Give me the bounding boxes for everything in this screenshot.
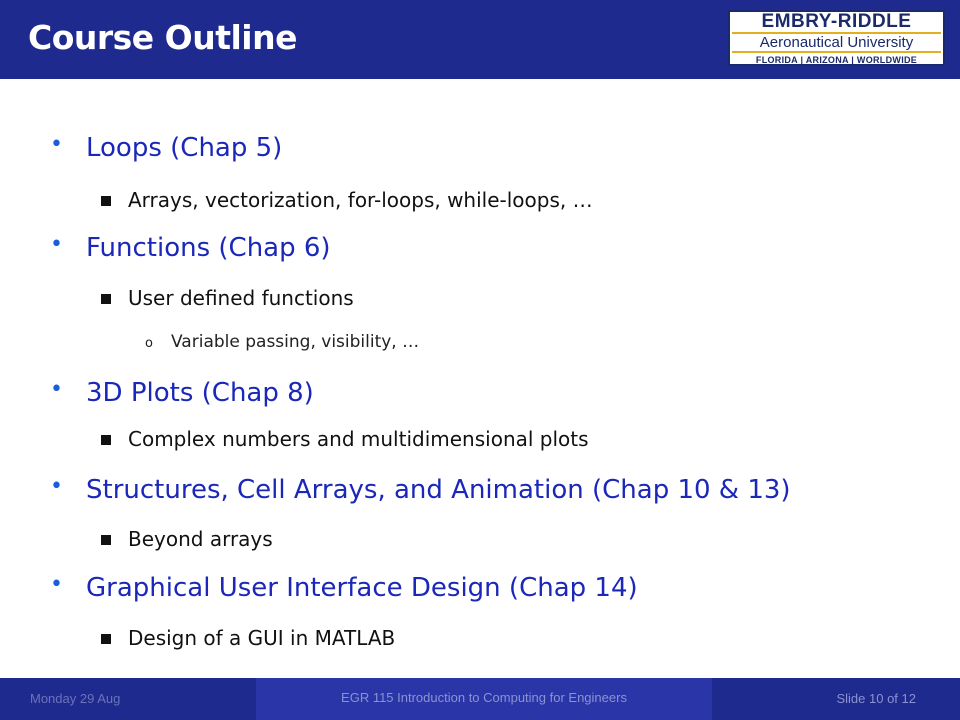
outline-item-label: Structures, Cell Arrays, and Animation (Chap 10 & 13) <box>86 475 791 505</box>
circle-bullet-icon: o <box>145 336 153 351</box>
footer-date: Monday 29 Aug <box>30 691 121 706</box>
outline-subitem <box>128 427 589 451</box>
round-bullet-icon: • <box>50 132 63 157</box>
slide-title: Course Outline <box>28 18 297 57</box>
outline-subsubitem <box>145 332 420 352</box>
logo-campuses: FLORIDA | ARIZONA | WORLDWIDE <box>755 55 918 65</box>
outline-subitem-label: Arrays, vectorization, for-loops, while-loops, … <box>128 188 593 212</box>
outline-subitem <box>128 286 354 310</box>
university-logo <box>728 10 945 66</box>
round-bullet-icon: • <box>50 572 63 597</box>
logo-name: EMBRY-RIDDLE <box>761 11 912 32</box>
outline-subitem-label: Design of a GUI in MATLAB <box>128 626 396 650</box>
outline-subitem <box>128 626 395 650</box>
outline-item <box>50 132 283 163</box>
footer-course-title: EGR 115 Introduction to Computing for Engineers <box>256 678 712 720</box>
logo-subtitle: Aeronautical University <box>732 32 941 53</box>
round-bullet-icon: • <box>50 377 63 402</box>
outline-subitem-label: Complex numbers and multidimensional plots <box>128 427 589 451</box>
outline-item-label: Graphical User Interface Design (Chap 14) <box>86 573 638 603</box>
square-bullet-icon <box>101 196 111 206</box>
round-bullet-icon: • <box>50 232 63 257</box>
outline-item <box>50 232 331 263</box>
square-bullet-icon <box>101 435 111 445</box>
outline-subitem-label: User defined functions <box>128 286 354 310</box>
outline-subitem <box>128 527 273 551</box>
outline-item <box>50 474 791 505</box>
outline-item-label: Loops (Chap 5) <box>86 133 283 163</box>
footer-slide-number: Slide 10 of 12 <box>836 691 916 706</box>
round-bullet-icon: • <box>50 474 63 499</box>
square-bullet-icon <box>101 535 111 545</box>
outline-item-label: 3D Plots (Chap 8) <box>86 378 314 408</box>
outline-subsubitem-label: Variable passing, visibility, … <box>171 332 420 352</box>
outline-item <box>50 572 638 603</box>
square-bullet-icon <box>101 294 111 304</box>
title-bar <box>0 0 960 79</box>
outline-item-label: Functions (Chap 6) <box>86 233 331 263</box>
square-bullet-icon <box>101 634 111 644</box>
slide-footer <box>0 678 960 720</box>
outline-subitem-label: Beyond arrays <box>128 527 273 551</box>
outline-item <box>50 377 314 408</box>
outline-subitem <box>128 188 593 212</box>
